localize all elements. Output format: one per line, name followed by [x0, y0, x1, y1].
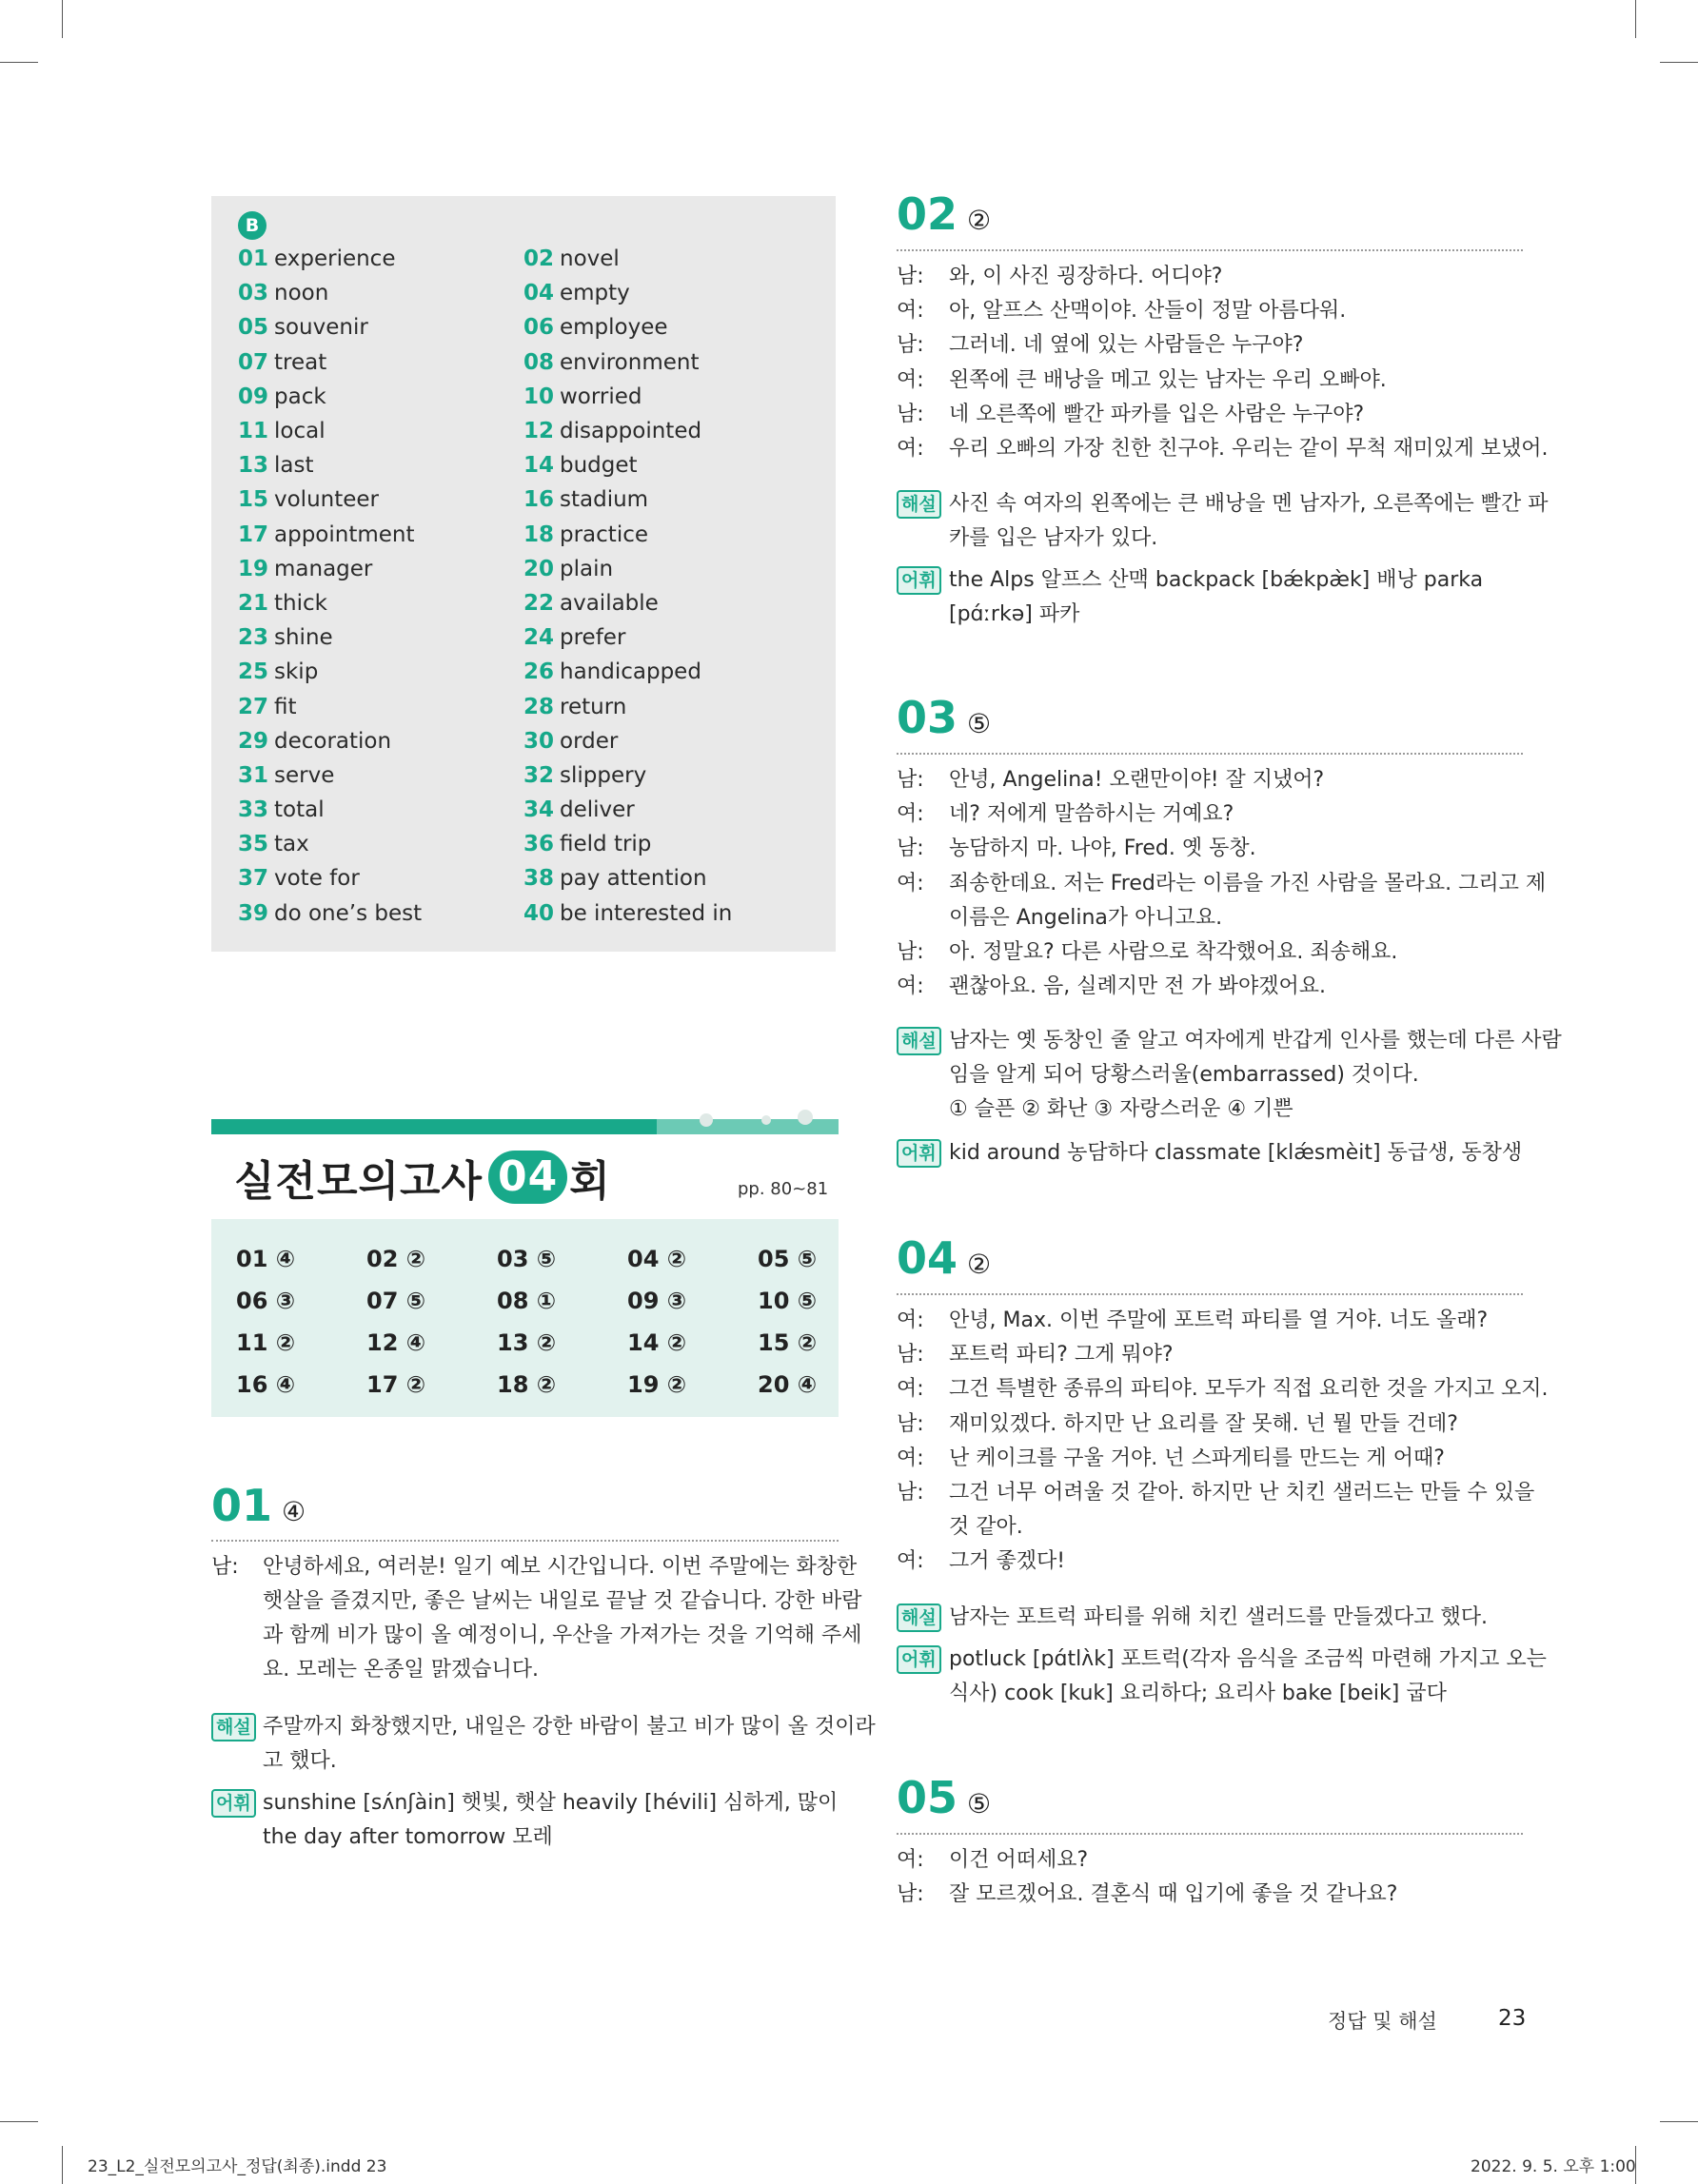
vocab-number: 05 [238, 315, 269, 341]
vocab-number: 09 [238, 384, 269, 409]
question-number: 04 [897, 1232, 958, 1284]
dialog-line: 포트럭 파티? 그게 뭐야? [949, 1343, 1174, 1367]
vocab-left-column [238, 242, 514, 931]
vocab-number: 18 [523, 521, 555, 547]
vocab-number: 08 [523, 349, 555, 375]
vocab-item [238, 724, 514, 758]
speaker-label: 남: [897, 265, 924, 288]
vocab-word: noon [274, 281, 329, 306]
answer-cell: 12 ④ [366, 1329, 426, 1356]
dialog-line: 재미있겠다. 하지만 난 요리를 잘 못해. 넌 뭘 만들 건데? [949, 1411, 1458, 1436]
vocab-number: 19 [238, 556, 269, 581]
vocab-word: deliver [560, 797, 635, 823]
dialog-line: 네? 저에게 말씀하시는 거예요? [949, 802, 1234, 827]
speaker-label: 여: [897, 871, 924, 895]
question-answer: ④ [282, 1496, 306, 1527]
vocab-number: 40 [523, 900, 555, 926]
answer-cell: 03 ⑤ [497, 1246, 557, 1272]
vocab-item [238, 861, 514, 895]
explanation-line: 고 했다. [263, 1749, 337, 1773]
vocab-number: 30 [523, 728, 555, 754]
vocab-number: 32 [523, 762, 555, 788]
vocab-number: 27 [238, 694, 269, 719]
vocab-number: 02 [523, 246, 555, 272]
dotted-divider [211, 1540, 839, 1542]
vocab-word: practice [560, 521, 648, 547]
script-line: 과 함께 비가 많이 올 예정이니, 우산을 가져가는 것을 기억해 주세 [263, 1623, 862, 1647]
dotted-divider [897, 1833, 1523, 1835]
vocab-item [523, 345, 800, 380]
vocabulary-line: the Alps 알프스 산맥 backpack [bǽkpæ̀k] 배낭 parka [949, 568, 1484, 592]
explanation-tag: 해설 [897, 490, 941, 519]
vocab-item [523, 827, 800, 861]
vocab-item [523, 448, 800, 482]
crop-mark [1635, 0, 1636, 38]
vocab-item [238, 448, 514, 482]
vocabulary-tag: 어휘 [897, 1139, 941, 1168]
decorative-dot [761, 1115, 771, 1125]
vocab-word: worried [560, 384, 642, 409]
answer-cell: 14 ② [627, 1329, 687, 1356]
answer-cell: 15 ② [758, 1329, 818, 1356]
speaker-label: 여: [897, 1848, 924, 1872]
crop-mark [62, 0, 63, 38]
vocab-item [523, 414, 800, 448]
vocab-number: 25 [238, 659, 269, 685]
vocab-number: 38 [523, 866, 555, 892]
vocab-item [238, 518, 514, 552]
answer-cell: 20 ④ [758, 1371, 818, 1398]
script-line: 요. 모레는 온종일 맑겠습니다. [263, 1658, 539, 1682]
vocabulary-tag: 어휘 [897, 566, 941, 595]
question-answer: ⑤ [967, 708, 992, 739]
vocab-item [238, 689, 514, 723]
vocab-item [523, 689, 800, 723]
vocab-number: 24 [523, 625, 555, 651]
vocab-word: handicapped [560, 659, 701, 685]
dialog-line: 그거 좋겠다! [949, 1549, 1066, 1574]
vocab-word: available [560, 590, 659, 616]
vocab-number: 15 [238, 487, 269, 513]
answer-grid [211, 1219, 839, 1417]
vocab-number: 14 [523, 453, 555, 479]
dotted-divider [897, 1293, 1523, 1295]
answer-row [236, 1246, 888, 1272]
vocab-number: 21 [238, 590, 269, 616]
vocab-word: local [274, 419, 326, 444]
answer-cell: 10 ⑤ [758, 1288, 818, 1314]
vocab-word: environment [560, 349, 700, 375]
crop-mark [1660, 2121, 1698, 2122]
speaker-label: 여: [897, 437, 924, 461]
dialog-line: 우리 오빠의 가장 친한 친구야. 우리는 같이 무척 재미있게 보냈어. [949, 437, 1549, 461]
answer-cell: 16 ④ [236, 1371, 296, 1398]
vocab-word: souvenir [274, 315, 368, 341]
vocab-word: vote for [274, 866, 360, 892]
vocab-number: 36 [523, 832, 555, 857]
vocab-word: tax [274, 832, 309, 857]
answer-cell: 01 ④ [236, 1246, 296, 1272]
vocab-number: 11 [238, 419, 269, 444]
answer-cell: 19 ② [627, 1371, 687, 1398]
vocab-word: skip [274, 659, 319, 685]
vocab-item [523, 518, 800, 552]
vocab-word: disappointed [560, 419, 702, 444]
vocab-number: 13 [238, 453, 269, 479]
dialog-line: 난 케이크를 구울 거야. 넌 스파게티를 만드는 게 어때? [949, 1446, 1445, 1470]
speaker-label: 여: [897, 802, 924, 827]
vocab-item [238, 586, 514, 620]
vocabulary-line: potluck [pɑ́tlʌ̀k] 포트럭(각자 음식을 조금씩 마련해 가지고 오는 [949, 1647, 1547, 1671]
footer-section-label: 정답 및 해설 [1328, 2010, 1437, 2033]
answer-row [236, 1371, 888, 1398]
vocab-number: 23 [238, 625, 269, 651]
vocab-number: 03 [238, 281, 269, 306]
vocab-item [523, 896, 800, 931]
dialog-line: 안녕, Max. 이번 주말에 포트럭 파티를 열 거야. 너도 올래? [949, 1308, 1489, 1332]
speaker-label: 남: [897, 1343, 924, 1367]
speaker-label: 남: [897, 402, 924, 426]
question-number: 01 [211, 1480, 273, 1531]
vocab-item [238, 276, 514, 310]
vocab-item [523, 861, 800, 895]
speaker-label: 남: [897, 1882, 924, 1907]
print-slug-filename: 23_L2_실전모의고사_정답(최종).indd 23 [88, 2157, 387, 2176]
speaker-label: 남: [897, 940, 924, 964]
page-number: 23 [1498, 2006, 1527, 2031]
dialog-line: 괜찮아요. 음, 실례지만 전 가 봐야겠어요. [949, 974, 1326, 999]
speaker-label: 남: [211, 1555, 239, 1579]
question-answer: ⑤ [967, 1788, 992, 1820]
decorative-dot [798, 1110, 813, 1125]
vocab-item [523, 793, 800, 827]
script-line: 안녕하세요, 여러분! 일기 예보 시간입니다. 이번 주말에는 화창한 [263, 1555, 858, 1579]
vocab-number: 07 [238, 349, 269, 375]
question-04-header [897, 1232, 991, 1284]
question-number: 03 [897, 692, 958, 743]
vocab-item [523, 586, 800, 620]
vocab-right-column [523, 242, 800, 931]
vocab-word: manager [274, 556, 373, 581]
explanation-line: 주말까지 화창했지만, 내일은 강한 바람이 불고 비가 많이 올 것이라 [263, 1715, 876, 1739]
dialog-line: 아, 알프스 산맥이야. 산들이 정말 아름다워. [949, 299, 1347, 324]
dialog-line: 죄송한데요. 저는 Fred라는 이름을 가진 사람을 몰라요. 그리고 제 [949, 871, 1547, 895]
vocab-number: 35 [238, 832, 269, 857]
vocab-word: pay attention [560, 866, 707, 892]
vocab-item [238, 655, 514, 689]
vocab-word: pack [274, 384, 326, 409]
speaker-label: 남: [897, 836, 924, 861]
crop-mark [0, 62, 38, 63]
speaker-label: 여: [897, 1308, 924, 1332]
dialog-line: 잘 모르겠어요. 결혼식 때 입기에 좋을 것 같나요? [949, 1882, 1398, 1907]
vocab-number: 37 [238, 866, 269, 892]
vocab-word: be interested in [560, 900, 733, 926]
speaker-label: 남: [897, 1411, 924, 1436]
dialog-line: 안녕, Angelina! 오랜만이야! 잘 지냈어? [949, 768, 1325, 792]
speaker-label: 여: [897, 367, 924, 392]
vocab-item [238, 552, 514, 586]
vocab-number: 12 [523, 419, 555, 444]
vocab-number: 33 [238, 797, 269, 823]
vocab-word: plain [560, 556, 614, 581]
vocab-item [238, 345, 514, 380]
dialog-line: 것 같아. [949, 1515, 1023, 1540]
script-line: 햇살을 즐겼지만, 좋은 날씨는 내일로 끝날 것 같습니다. 강한 바람 [263, 1589, 862, 1613]
page-reference: pp. 80~81 [738, 1179, 829, 1199]
page-title [234, 1147, 611, 1208]
vocabulary-line: kid around 농담하다 classmate [klǽsmèit] 동급생, 동창생 [949, 1141, 1523, 1165]
answer-row [236, 1329, 888, 1356]
dialog-line: 그건 특별한 종류의 파티야. 모두가 직접 요리한 것을 가지고 오지. [949, 1377, 1549, 1402]
vocabulary-line: 식사) cook [kuk] 요리하다; 요리사 bake [beik] 굽다 [949, 1682, 1447, 1705]
dialog-line: 왼쪽에 큰 배낭을 메고 있는 남자는 우리 오빠야. [949, 367, 1387, 392]
vocab-number: 04 [523, 281, 555, 306]
speaker-label: 여: [897, 974, 924, 999]
answer-cell: 13 ② [497, 1329, 557, 1356]
vocabulary-tag: 어휘 [211, 1789, 256, 1818]
vocabulary-line: [pɑ́ːrkə] 파카 [949, 602, 1080, 626]
vocab-word: thick [274, 590, 327, 616]
speaker-label: 남: [897, 768, 924, 792]
answer-cell: 09 ③ [627, 1288, 687, 1314]
vocab-word: last [274, 453, 314, 479]
vocab-word: serve [274, 762, 335, 788]
vocab-word: stadium [560, 487, 649, 513]
vocab-word: prefer [560, 625, 626, 651]
answer-row [236, 1288, 888, 1314]
vocab-item [238, 310, 514, 344]
question-answer: ② [967, 1249, 992, 1280]
speaker-label: 여: [897, 1549, 924, 1574]
vocab-item [238, 896, 514, 931]
vocab-item [238, 827, 514, 861]
vocabulary-line: the day after tomorrow 모레 [263, 1825, 553, 1849]
dialog-line: 그러네. 네 옆에 있는 사람들은 누구야? [949, 333, 1304, 358]
dialog-line: 이름은 Angelina가 아니고요. [949, 905, 1223, 930]
vocab-number: 28 [523, 694, 555, 719]
vocab-item [238, 793, 514, 827]
vocab-item [523, 242, 800, 276]
dialog-line: 네 오른쪽에 빨간 파카를 입은 사람은 누구야? [949, 402, 1365, 426]
vocabulary-line: sunshine [sʌ́nʃàin] 햇빛, 햇살 heavily [hévili] 심하게, 많이 [263, 1791, 839, 1815]
answer-cell: 04 ② [627, 1246, 687, 1272]
dotted-divider [897, 249, 1523, 251]
explanation-line: 남자는 옛 동창인 줄 알고 여자에게 반갑게 인사를 했는데 다른 사람 [949, 1029, 1562, 1053]
vocab-word: do one’s best [274, 900, 423, 926]
speaker-label: 남: [897, 1481, 924, 1505]
vocab-item [238, 380, 514, 414]
vocab-item [523, 276, 800, 310]
vocab-word: total [274, 797, 325, 823]
vocab-number: 16 [523, 487, 555, 513]
vocab-word: employee [560, 315, 668, 341]
explanation-line: 사진 속 여자의 왼쪽에는 큰 배낭을 멘 남자가, 오른쪽에는 빨간 파 [949, 492, 1549, 516]
vocab-item [523, 758, 800, 793]
answer-cell: 17 ② [366, 1371, 426, 1398]
vocab-number: 17 [238, 521, 269, 547]
vocab-word: order [560, 728, 619, 754]
vocab-item [238, 620, 514, 655]
vocab-item [523, 724, 800, 758]
explanation-tag: 해설 [211, 1713, 256, 1741]
vocab-number: 34 [523, 797, 555, 823]
question-answer: ② [967, 205, 992, 236]
explanation-line: ① 슬픈 ② 화난 ③ 자랑스러운 ④ 기쁜 [949, 1097, 1293, 1121]
decorative-dot [700, 1113, 713, 1127]
question-03-header [897, 692, 991, 743]
vocab-word: fit [274, 694, 297, 719]
speaker-label: 여: [897, 1377, 924, 1402]
vocab-word: appointment [274, 521, 415, 547]
explanation-line: 임을 알게 되어 당황스러울(embarrassed) 것이다. [949, 1063, 1419, 1087]
title-suffix: 회 [569, 1157, 611, 1206]
vocab-word: empty [560, 281, 630, 306]
answer-cell: 11 ② [236, 1329, 296, 1356]
answer-cell: 06 ③ [236, 1288, 296, 1314]
vocab-number: 20 [523, 556, 555, 581]
vocab-number: 26 [523, 659, 555, 685]
vocab-word: field trip [560, 832, 652, 857]
dotted-divider [897, 753, 1523, 755]
vocab-item [238, 242, 514, 276]
dialog-line: 아. 정말요? 다른 사람으로 착각했어요. 죄송해요. [949, 940, 1398, 964]
vocab-item [238, 758, 514, 793]
title-prefix: 실전모의고사 [234, 1157, 484, 1206]
dialog-line: 그건 너무 어려울 것 같아. 하지만 난 치킨 샐러드는 만들 수 있을 [949, 1481, 1535, 1505]
vocabulary-tag: 어휘 [897, 1645, 941, 1674]
vocab-item [523, 380, 800, 414]
vocab-item [523, 620, 800, 655]
vocab-item [523, 552, 800, 586]
explanation-line: 카를 입은 남자가 있다. [949, 526, 1158, 550]
crop-mark [62, 2146, 63, 2184]
vocab-word: budget [560, 453, 638, 479]
dialog-line: 농담하지 마. 나야, Fred. 옛 동창. [949, 836, 1256, 861]
vocab-word: slippery [560, 762, 647, 788]
question-05-header [897, 1772, 991, 1823]
explanation-line: 남자는 포트럭 파티를 위해 치킨 샐러드를 만들겠다고 했다. [949, 1605, 1488, 1629]
answer-cell: 08 ① [497, 1288, 557, 1314]
vocab-word: experience [274, 246, 396, 272]
print-slug-date: 2022. 9. 5. 오후 1:00 [1471, 2157, 1636, 2176]
crop-mark [0, 2121, 38, 2122]
explanation-tag: 해설 [897, 1604, 941, 1632]
answer-cell: 05 ⑤ [758, 1246, 818, 1272]
explanation-tag: 해설 [897, 1027, 941, 1055]
vocab-word: treat [274, 349, 327, 375]
vocab-word: novel [560, 246, 620, 272]
question-number: 05 [897, 1772, 958, 1823]
vocab-word: return [560, 694, 627, 719]
section-b-badge: B [238, 211, 267, 240]
answer-cell: 07 ⑤ [366, 1288, 426, 1314]
vocab-item [523, 482, 800, 517]
vocab-word: decoration [274, 728, 392, 754]
vocab-number: 39 [238, 900, 269, 926]
vocab-number: 31 [238, 762, 269, 788]
question-01-header [211, 1480, 306, 1531]
vocab-number: 22 [523, 590, 555, 616]
speaker-label: 여: [897, 299, 924, 324]
vocab-word: shine [274, 625, 333, 651]
vocab-number: 06 [523, 315, 555, 341]
question-02-header [897, 188, 991, 240]
speaker-label: 남: [897, 333, 924, 358]
round-number-badge: 04 [488, 1151, 567, 1204]
vocab-number: 10 [523, 384, 555, 409]
speaker-label: 여: [897, 1446, 924, 1470]
vocab-item [238, 414, 514, 448]
dialog-line: 이건 어떠세요? [949, 1848, 1089, 1872]
vocab-item [238, 482, 514, 517]
vocab-number: 01 [238, 246, 269, 272]
dialog-line: 와, 이 사진 굉장하다. 어디야? [949, 265, 1223, 288]
vocab-item [523, 310, 800, 344]
crop-mark [1660, 62, 1698, 63]
vocab-number: 29 [238, 728, 269, 754]
question-number: 02 [897, 188, 958, 240]
answer-cell: 02 ② [366, 1246, 426, 1272]
vocab-word: volunteer [274, 487, 380, 513]
answer-cell: 18 ② [497, 1371, 557, 1398]
vocab-item [523, 655, 800, 689]
